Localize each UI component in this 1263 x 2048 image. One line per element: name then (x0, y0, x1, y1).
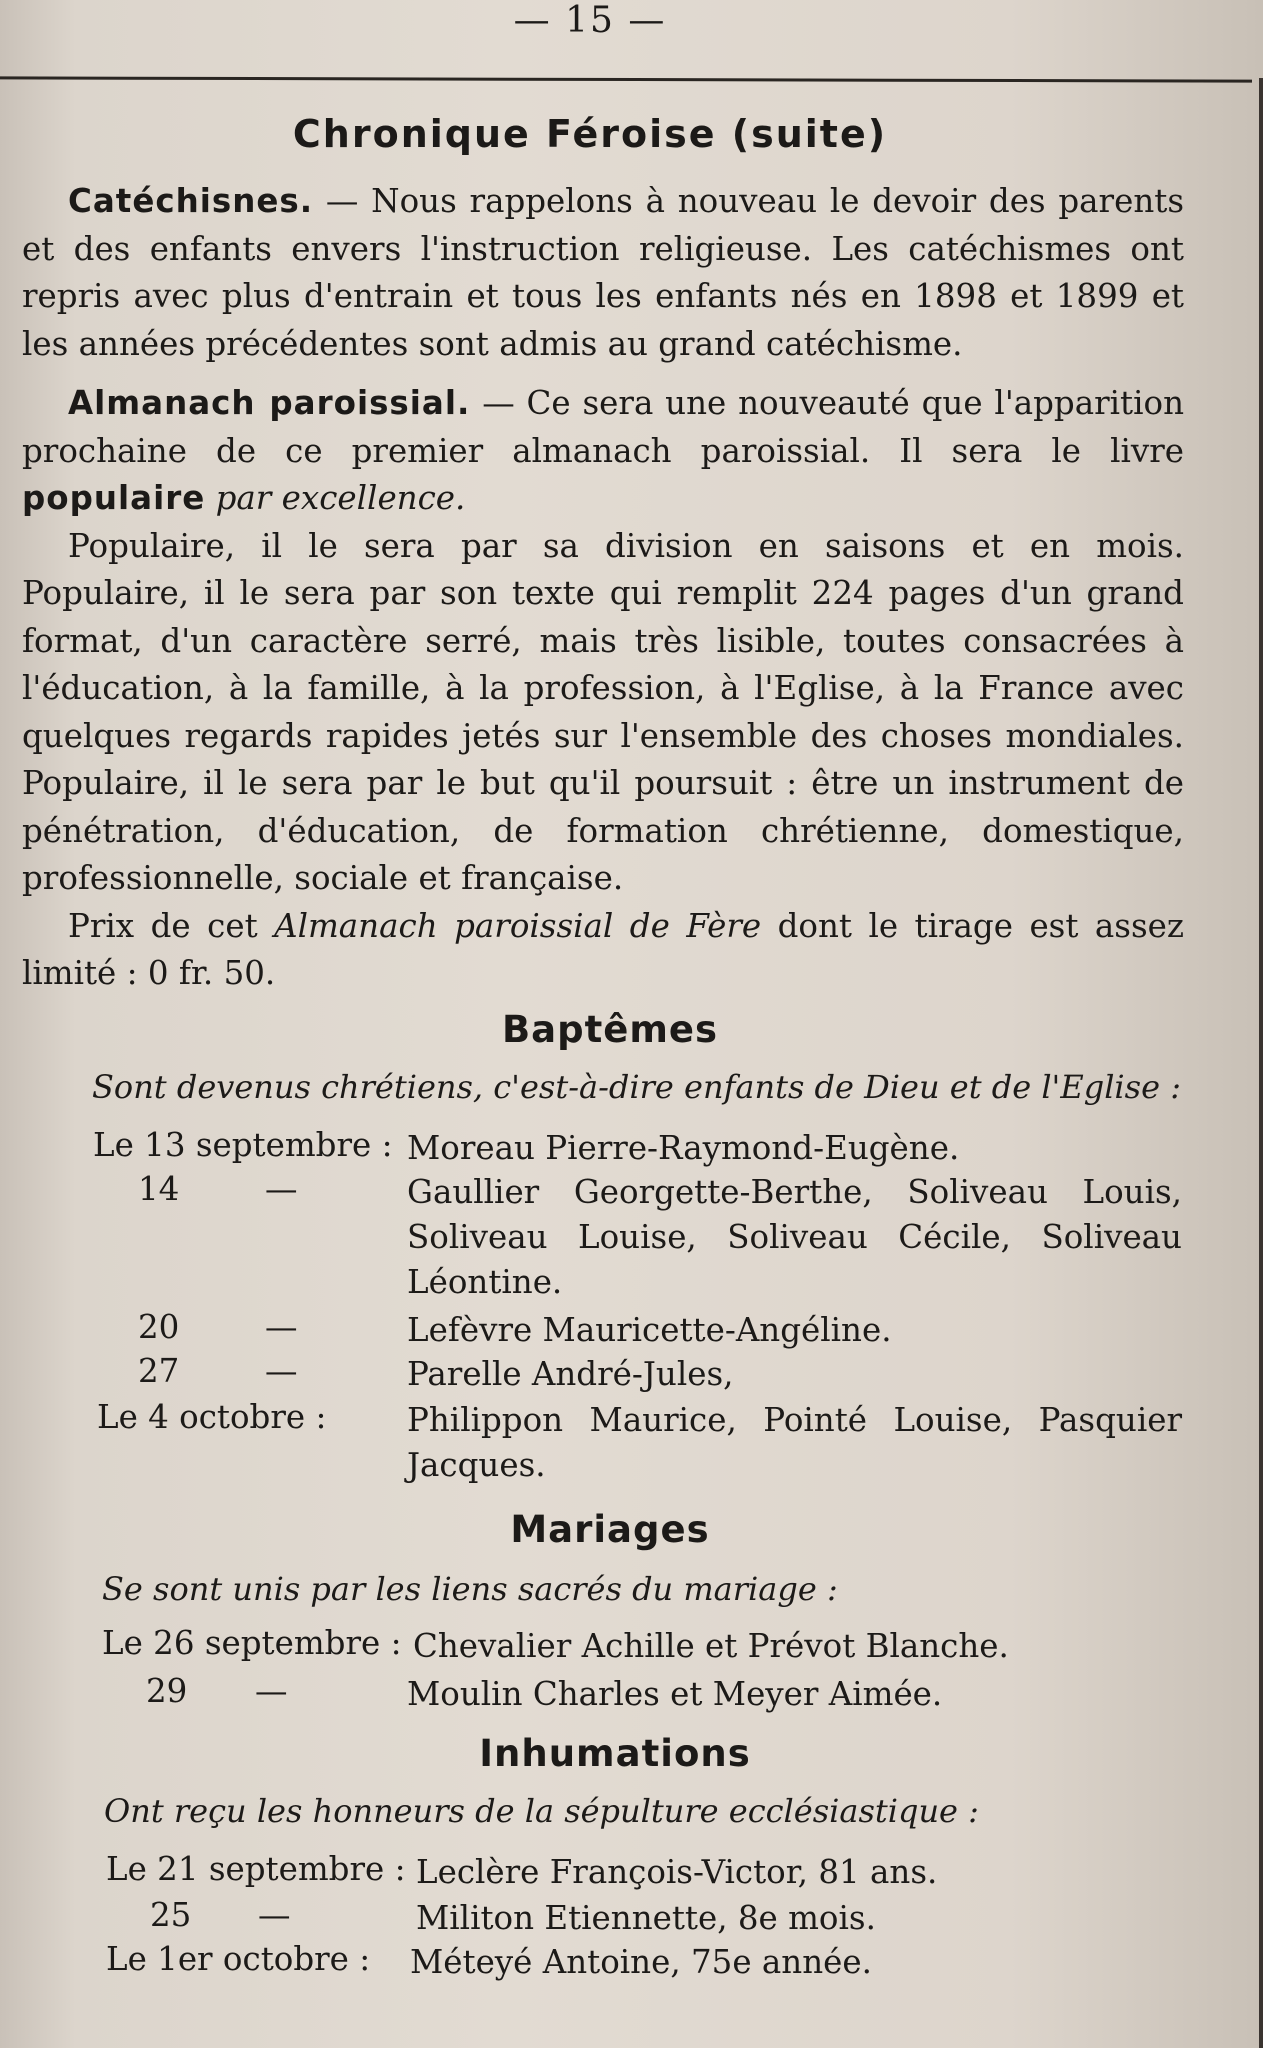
entry-date: Le 26 septembre : (102, 1624, 402, 1662)
entry-names: Lefèvre Mauricette-Angéline. (407, 1311, 892, 1349)
intro-inhumations: Ont reçu les honneurs de la sépulture ecclésiastique : (104, 1792, 979, 1830)
entry-dash: — (258, 1896, 291, 1934)
heading-baptemes: Baptêmes (501, 1008, 719, 1051)
lead-almanach: Almanach paroissial. (68, 384, 471, 422)
intro-mariages: Se sont unis par les liens sacrés du mariage : (102, 1570, 838, 1608)
entry-date: 25 (150, 1896, 192, 1934)
entry-names: Moreau Pierre-Raymond-Eugène. (407, 1129, 960, 1167)
entry-date: 14 (138, 1170, 180, 1208)
bold-populaire: populaire (22, 479, 206, 517)
entry-names: Philippon Maurice, Pointé Louise, Pasquier Jacques. (407, 1401, 1182, 1484)
entry-date: Le 1er octobre : (106, 1940, 371, 1978)
paragraph-text: dont le tirage est assez limité : 0 fr. 50. (22, 906, 1184, 992)
entry-date: Le 13 septembre : (93, 1126, 393, 1164)
entry-dash: — (265, 1352, 298, 1390)
entry-dash: — (255, 1672, 288, 1710)
entry-names: Gaullier Georgette-Berthe, Soliveau Louis, Soliveau Louise, Soliveau Cécile, Soliveau Léontine. (407, 1173, 1182, 1301)
entry-names: Leclère François-Victor, 81 ans. (416, 1853, 938, 1891)
italic-text: Almanach paroissial de Fère (274, 906, 762, 945)
page-number: — 15 — (513, 0, 667, 41)
paragraph-text: Prix de cet (68, 906, 275, 945)
heading-mariages: Mariages (510, 1508, 710, 1551)
entry-names: Militon Etiennette, 8e mois. (416, 1899, 876, 1937)
italic-text: par excellence. (205, 479, 466, 517)
heading-inhumations: Inhumations (479, 1732, 751, 1775)
entry-names: Chevalier Achille et Prévot Blanche. (413, 1627, 1009, 1665)
paragraph-catechismes (22, 178, 1184, 368)
paragraph-text: — Ce sera une nouveauté que l'apparition prochaine de ce premier almanach paroissial. Il sera le livre (22, 384, 1184, 470)
entry-names: Parelle André-Jules, (407, 1355, 734, 1393)
body-text (22, 178, 1184, 998)
entry-names: Moulin Charles et Meyer Aimée. (407, 1675, 943, 1713)
right-rule (1259, 78, 1263, 2048)
paragraph-text: — Nous rappelons à nouveau le devoir des parents et des enfants envers l'instruction religieuse. Les catéchismes ont repris avec plus d'entrain et tous les enfants nés en 1898 et 1899 et les années précédentes sont admis au grand catéchisme. (22, 182, 1184, 363)
entry-date: Le 4 octobre : (97, 1398, 327, 1436)
paragraph-almanach (22, 380, 1184, 523)
entry-dash: — (265, 1170, 298, 1208)
entry-date: 29 (146, 1672, 188, 1710)
entry-date: 27 (138, 1352, 180, 1390)
entry-date: Le 21 septembre : (106, 1850, 406, 1888)
entry-date: 20 (138, 1308, 180, 1346)
entry-dash: — (265, 1308, 298, 1346)
paragraph-populaire: Populaire, il le sera par sa division en saisons et en mois. Populaire, il le sera par son texte qui remplit 224 pages d'un grand format, d'un caractère serré, mais très lisible, toutes consacrées à l'éducation, à la famille, à la profession, à l'Eglise, à la France avec quelques regards rapides jetés sur l'ensemble des choses mondiales. Populaire, il le sera par le but qu'il poursuit : être un instrument de pénétration, d'éducation, de formation chrétienne, domestique, professionnelle, sociale et française. (22, 526, 1184, 897)
page-title: Chronique Féroise (suite) (292, 112, 888, 156)
top-rule (0, 76, 1252, 82)
paragraph-prix (22, 903, 1184, 998)
lead-catechismes: Catéchisnes. (68, 182, 314, 220)
entry-names: Méteyé Antoine, 75e année. (410, 1943, 872, 1981)
intro-baptemes: Sont devenus chrétiens, c'est-à-dire enfants de Dieu et de l'Eglise : (92, 1068, 1181, 1106)
